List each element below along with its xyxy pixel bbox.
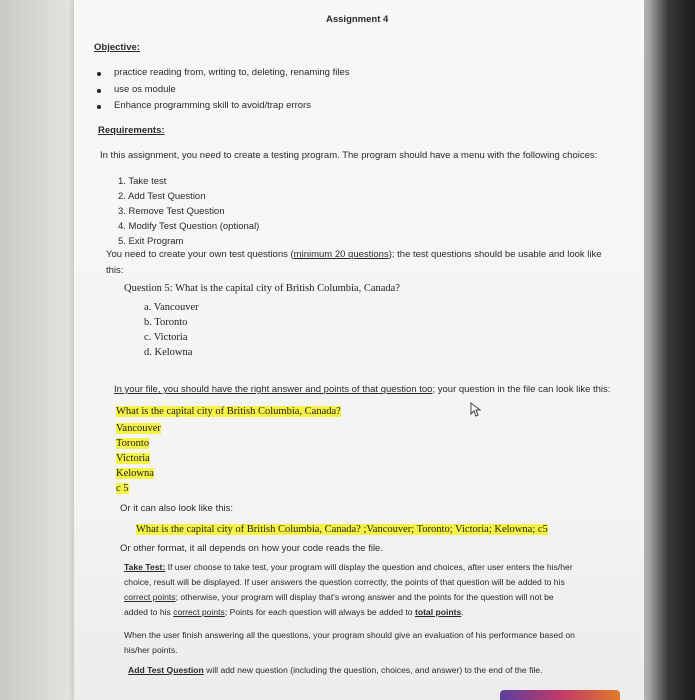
file-note: In your file, you should have the right answer and points of that question too; your question in the file can look like this: (114, 384, 611, 395)
page-title: Assignment 4 (326, 14, 389, 25)
menu-item: 3. Remove Test Question (118, 206, 225, 217)
file-line: Victoria (116, 453, 150, 464)
sample-question: Question 5: What is the capital city of British Columbia, Canada? (124, 283, 400, 294)
sample-choice: d. Kelowna (144, 347, 193, 358)
single-line-example: What is the capital city of British Columbia, Canada? ;Vancouver; Toronto; Victoria; Kelowna; c5 (136, 524, 548, 535)
document-page (74, 0, 644, 700)
background-right (635, 0, 695, 700)
bullet-icon (97, 105, 101, 109)
menu-item: 1. Take test (118, 176, 167, 187)
or-other-text: Or other format, it all depends on how your code reads the file. (120, 543, 383, 554)
intro-paragraph: In this assignment, you need to create a testing program. The program should have a menu with the following choices: (100, 150, 598, 161)
take-test-line2: choice, result will be displayed. If user answers the question correctly, the points of that question will be added to his (124, 577, 565, 587)
finish-line1: When the user finish answering all the questions, your program should give an evaluation of his performance based on (124, 630, 575, 640)
objective-item: practice reading from, writing to, deleting, renaming files (114, 67, 350, 78)
sample-choice: a. Vancouver (144, 302, 199, 313)
requirements-heading: Requirements: (98, 125, 165, 136)
menu-item: 5. Exit Program (118, 236, 184, 247)
objective-item: use os module (114, 84, 176, 95)
own-questions-line1: You need to create your own test questions (minimum 20 questions); the test questions should be usable and look like (106, 249, 602, 260)
file-line: c 5 (116, 483, 129, 494)
take-test-line1: Take Test: If user choose to take test, your program will display the question and choices, after user enters the his/her (124, 562, 573, 572)
sample-choice: b. Toronto (144, 317, 188, 328)
menu-item: 2. Add Test Question (118, 191, 206, 202)
sample-choice: c. Victoria (144, 332, 188, 343)
file-line: Kelowna (116, 468, 154, 479)
finish-line2: his/her points. (124, 645, 178, 655)
take-test-line3: correct points; otherwise, your program will display that's wrong answer and the points for the question will not be (124, 592, 554, 602)
menu-item: 4. Modify Test Question (optional) (118, 221, 260, 232)
or-also-text: Or it can also look like this: (120, 503, 233, 514)
add-question-line: Add Test Question will add new question (including the question, choices, and answer) to the end of the file. (128, 665, 543, 675)
file-line: Toronto (116, 438, 150, 449)
file-line: What is the capital city of British Columbia, Canada? (116, 406, 341, 417)
objective-heading: Objective: (94, 42, 140, 53)
take-test-line4: added to his correct points; Points for each question will always be added to total points. (124, 607, 464, 617)
own-questions-line2: this: (106, 265, 124, 276)
bottom-edge-decoration (500, 690, 620, 700)
mouse-cursor-icon (470, 402, 484, 418)
background-left (0, 0, 70, 700)
objective-item: Enhance programming skill to avoid/trap errors (114, 100, 311, 111)
file-line: Vancouver (116, 423, 161, 434)
bullet-icon (97, 89, 101, 93)
bullet-icon (97, 72, 101, 76)
